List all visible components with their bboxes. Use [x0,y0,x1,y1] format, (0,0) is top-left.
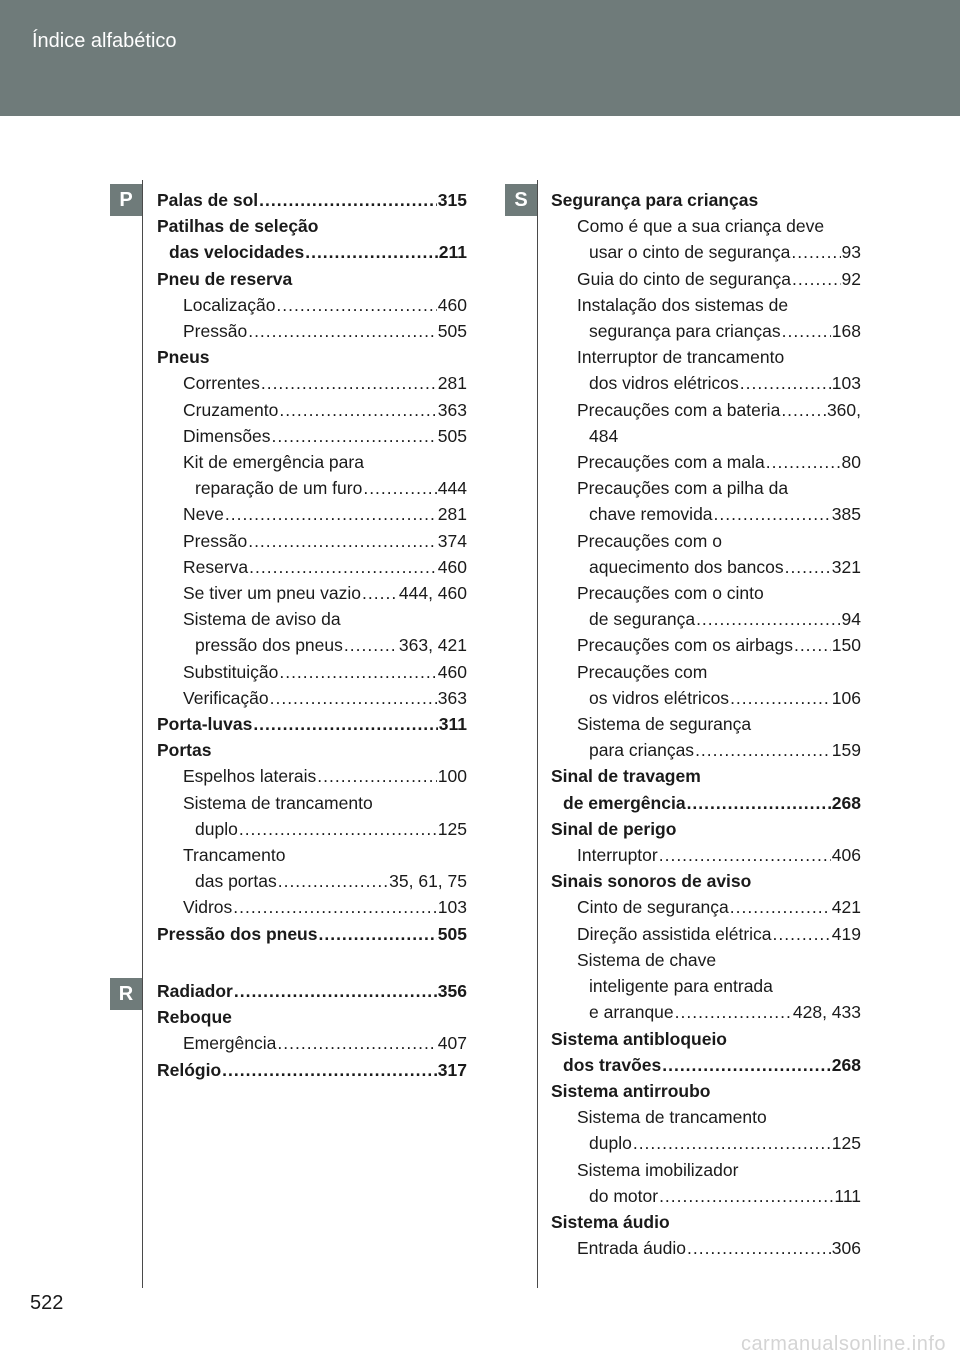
index-entry-text: das portas [195,871,277,892]
index-entry [157,868,467,894]
index-entry-page: 385 [831,504,861,525]
index-entry-text: Sistema de trancamento [183,792,373,813]
index-entry-page: 93 [841,242,861,263]
dot-leader [234,978,437,1004]
dot-leader [225,501,437,527]
index-entry [157,978,467,1004]
dot-leader [696,606,840,632]
index-entry-text: Espelhos laterais [183,766,317,787]
index-entry [157,606,467,632]
index-column-right [551,187,861,1261]
index-entry-text: Localização [183,294,276,315]
dot-leader [659,1183,833,1209]
index-entry [551,187,861,213]
index-entry [551,1026,861,1052]
index-entry-page: 374 [437,530,467,551]
index-entry-text: Pressão [183,530,248,551]
dot-leader [261,370,437,396]
index-entry-page: 159 [831,740,861,761]
dot-leader [248,318,437,344]
index-entry-text: de emergência [563,792,686,813]
page-header [0,0,960,116]
index-entry-text: Interruptor de trancamento [577,347,785,368]
index-entry-page: 281 [437,504,467,525]
index-entry [157,213,467,239]
dot-leader [781,397,826,423]
index-entry-page: 406 [831,845,861,866]
dot-leader [279,659,436,685]
index-entry-text: Sistema de segurança [577,714,752,735]
index-entry-text: Sistema áudio [551,1211,670,1232]
dot-leader [272,423,437,449]
index-entry [551,580,861,606]
index-entry-text: inteligente para entrada [589,976,773,997]
index-entry [551,1209,861,1235]
index-entry [551,894,861,920]
index-entry-text: Substituição [183,661,279,682]
index-entry [551,1183,861,1209]
index-entry [551,449,861,475]
index-entry [157,790,467,816]
index-entry [157,1030,467,1056]
index-entry-text: Sistema de trancamento [577,1107,767,1128]
index-entry [157,921,467,947]
index-entry-page: 315 [437,190,467,210]
index-entry-text: das velocidades [169,242,305,263]
index-entry-text: Radiador [157,980,233,1001]
index-entry [157,894,467,920]
index-entry-page: 421 [831,897,861,918]
index-entry [157,266,467,292]
index-entry-page: 111 [834,1185,861,1206]
index-entry [157,842,467,868]
dot-leader [687,1235,831,1261]
index-entry-page: 103 [831,373,861,394]
index-entry-text: Precauções com o [577,530,722,551]
dot-leader [785,554,831,580]
index-entry [157,1004,467,1030]
index-entry [157,423,467,449]
dot-leader [730,894,831,920]
index-entry-page: 281 [437,373,467,394]
index-entry [157,580,467,606]
section-tab-p: P [110,184,142,216]
dot-leader [362,580,398,606]
dot-leader [344,632,398,658]
index-entry [157,1057,467,1083]
index-entry-text: Reboque [157,1007,232,1028]
dot-leader [766,449,841,475]
index-entry-text: Portas [157,740,212,761]
index-entry [551,475,861,501]
dot-leader [773,921,831,947]
index-entry-page: 363 [437,687,467,708]
index-entry-text: Emergência [183,1033,277,1054]
index-entry [157,816,467,842]
index-entry [551,239,861,265]
index-entry [157,711,467,737]
index-entry [157,292,467,318]
index-entry [157,763,467,789]
index-entry-text: reparação de um furo [195,478,363,499]
index-entry [551,737,861,763]
index-entry-text: Entrada áudio [577,1238,686,1259]
index-entry [551,973,861,999]
index-entry-text: de segurança [589,609,696,630]
dot-leader [317,763,437,789]
dot-leader [791,239,840,265]
index-entry-page: 103 [437,897,467,918]
index-entry-text: Relógio [157,1059,222,1080]
index-entry [551,1052,861,1078]
index-entry-text: dos vidros elétricos [589,373,739,394]
dot-leader [277,1030,436,1056]
index-entry-text: usar o cinto de segurança [589,242,791,263]
dot-leader [675,999,792,1025]
index-entry-page: 317 [437,1059,467,1080]
index-entry-page: 106 [831,687,861,708]
dot-leader [318,921,436,947]
index-entry [157,632,467,658]
index-entry-page: 168 [831,321,861,342]
index-entry-text: Patilhas de seleção [157,216,319,237]
index-entry-page: 268 [831,1054,861,1075]
index-entry-text: Sistema imobilizador [577,1159,739,1180]
index-entry-text: Neve [183,504,224,525]
index-entry-text: os vidros elétricos [589,687,730,708]
index-entry-text: Pressão dos pneus [157,923,318,944]
index-entry [157,370,467,396]
page-number: 522 [30,1292,64,1314]
index-entry [157,318,467,344]
index-entry-text: duplo [195,818,238,839]
index-entry-text: duplo [589,1133,632,1154]
index-entry-page: 363, 421 [398,635,467,656]
index-entry-page: 444, 460 [398,583,467,604]
index-entry-page: 94 [841,609,861,630]
index-entry [157,239,467,265]
index-entry [551,816,861,842]
index-entry [551,397,861,423]
index-entry-text: e arranque [589,1002,674,1023]
header-title: Índice alfabético [32,30,177,52]
index-entry-page: 125 [437,818,467,839]
index-entry [551,501,861,527]
index-entry-text: Cinto de segurança [577,897,729,918]
index-entry [551,1235,861,1261]
index-entry-text: Kit de emergência para [183,452,364,473]
index-entry [157,449,467,475]
index-entry-text: Sistema de chave [577,949,717,970]
index-entry [551,1130,861,1156]
index-entry [551,554,861,580]
index-entry [551,711,861,737]
index-entry-text: Palas de sol [157,190,259,210]
index-entry [551,1078,861,1104]
index-entry-page: 80 [841,452,861,473]
index-entry-page: 444 [437,478,467,499]
index-entry-page: 505 [437,321,467,342]
index-entry-text: Instalação dos sistemas de [577,294,789,315]
index-entry-page: 460 [437,556,467,577]
index-entry-text: segurança para crianças [589,321,781,342]
dot-leader [659,842,831,868]
index-entry [157,501,467,527]
index-entry [551,344,861,370]
index-entry-page: 125 [831,1133,861,1154]
index-entry-text: Como é que a sua criança deve [577,216,825,237]
dot-leader [279,397,436,423]
index-entry [551,528,861,554]
index-entry-text: Sinal de perigo [551,818,677,839]
dot-leader [714,501,831,527]
index-entry-page: 419 [831,923,861,944]
index-entry-text: para crianças [589,740,695,761]
index-entry [551,763,861,789]
dot-leader [276,292,436,318]
index-entry [551,423,861,449]
index-entry-text: Se tiver um pneu vazio [183,583,362,604]
index-entry-text: Interruptor [577,845,658,866]
dot-leader [239,816,437,842]
index-entry [551,632,861,658]
index-entry-text: Cruzamento [183,399,279,420]
index-entry-text: Reserva [183,556,249,577]
index-entry-page: 407 [437,1033,467,1054]
index-entry [551,606,861,632]
index-entry-page: 211 [438,242,467,263]
index-entry-page: 268 [831,792,861,813]
dot-leader [222,1057,437,1083]
index-entry-text: Direção assistida elétrica [577,923,772,944]
index-entry-text: Trancamento [183,845,286,866]
index-entry-text: Pneus [157,347,210,368]
index-entry-text: Precauções com a pilha da [577,478,789,499]
index-entry-page: 505 [437,425,467,446]
index-entry-page: 306 [831,1238,861,1259]
index-entry [551,921,861,947]
index-entry-text: Precauções com os airbags [577,635,793,656]
index-entry-text: Sinais sonoros de aviso [551,871,752,892]
index-entry-text: do motor [589,1185,659,1206]
column-divider-left [142,180,143,1288]
index-entry [157,187,467,213]
index-entry [157,397,467,423]
dot-leader [278,868,388,894]
index-entry [551,999,861,1025]
dot-leader [794,632,831,658]
index-entry-page: 428, 433 [792,1002,861,1023]
watermark: carmanualsonline.info [740,1333,946,1355]
index-entry-page: 460 [437,661,467,682]
index-entry-text: Sistema antirroubo [551,1080,711,1101]
index-entry-page: 311 [438,714,467,735]
index-entry-page: 100 [437,766,467,787]
index-entry-text: Segurança para crianças [551,190,759,210]
index-entry-text: Sistema de aviso da [183,609,341,630]
index-entry [157,659,467,685]
dot-leader [662,1052,831,1078]
index-entry-text: Dimensões [183,425,271,446]
index-entry [551,842,861,868]
index-entry [551,1104,861,1130]
index-column-left [157,187,467,1083]
index-entry-text: Pneu de reserva [157,268,293,289]
index-entry [157,554,467,580]
dot-leader [633,1130,831,1156]
index-entry-page: 360, [826,399,861,420]
dot-leader [259,187,437,213]
index-entry [157,685,467,711]
index-entry-page: 460 [437,294,467,315]
index-entry-text: Sinal de travagem [551,766,701,787]
dot-leader [730,685,831,711]
index-entry [551,213,861,239]
dot-leader [305,239,438,265]
index-entry-text: chave removida [589,504,713,525]
index-entry [551,659,861,685]
index-entry [551,790,861,816]
index-entry [157,344,467,370]
dot-leader [270,685,437,711]
index-entry-text: Guia do cinto de segurança [577,268,792,289]
section-gap [157,947,467,978]
index-entry-text: Porta-luvas [157,714,253,735]
index-entry [551,370,861,396]
dot-leader [249,554,437,580]
index-entry-text: Pressão [183,321,248,342]
index-entry-text: pressão dos pneus [195,635,343,656]
index-entry-text: Precauções com [577,661,708,682]
index-entry [157,475,467,501]
index-entry-text: Vidros [183,897,233,918]
index-entry-page: 505 [437,923,467,944]
dot-leader [253,711,437,737]
index-entry [551,685,861,711]
dot-leader [792,266,840,292]
index-entry-text: Sistema antibloqueio [551,1028,727,1049]
index-entry-page: 356 [437,980,467,1001]
index-entry-text: Verificação [183,687,269,708]
index-entry-page: 150 [831,635,861,656]
index-entry [551,1157,861,1183]
index-entry-text: 484 [589,425,619,446]
index-entry-text: Precauções com a mala [577,452,765,473]
dot-leader [687,790,831,816]
index-entry-text: Correntes [183,373,260,394]
index-entry-page: 363 [437,399,467,420]
index-entry-page: 92 [841,268,861,289]
index-entry [157,737,467,763]
section-tab-r: R [110,978,142,1010]
index-entry-text: aquecimento dos bancos [589,556,784,577]
column-divider-right [537,180,538,1288]
index-entry-text: Precauções com a bateria [577,399,781,420]
index-entry [551,868,861,894]
index-entry-text: Precauções com o cinto [577,583,764,604]
dot-leader [740,370,831,396]
dot-leader [782,318,831,344]
index-entry [157,528,467,554]
index-entry [551,318,861,344]
index-entry-page: 35, 61, 75 [389,871,467,892]
index-entry-page: 321 [831,556,861,577]
dot-leader [248,528,437,554]
section-tab-s: S [505,184,537,216]
dot-leader [695,737,831,763]
index-entry-text: dos travões [563,1054,662,1075]
dot-leader [363,475,436,501]
index-entry [551,266,861,292]
index-entry [551,947,861,973]
dot-leader [233,894,437,920]
index-entry [551,292,861,318]
